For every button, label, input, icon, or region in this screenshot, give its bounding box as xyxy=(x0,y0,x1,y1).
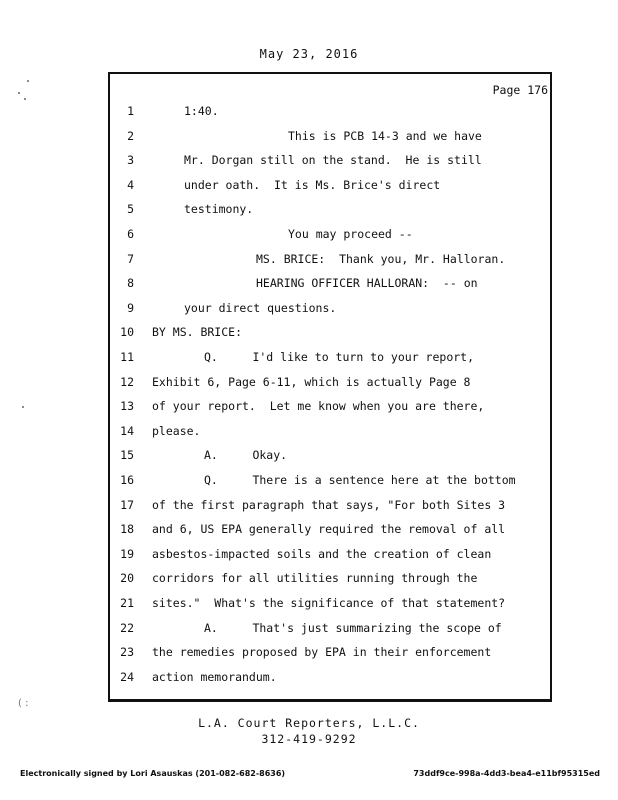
line-text: action memorandum. xyxy=(152,669,277,684)
line-text: A. That's just summarizing the scope of xyxy=(204,620,502,635)
line-text: of your report. Let me know when you are there, xyxy=(152,399,485,414)
line-text: corridors for all utilities running through the xyxy=(152,571,478,586)
transcript-line xyxy=(0,670,618,690)
transcript-line xyxy=(0,104,618,124)
electronic-signature: Electronically signed by Lori Asauskas (201-082-682-8636) xyxy=(20,769,286,778)
line-number: 14 xyxy=(120,423,134,438)
transcript-line xyxy=(0,227,618,247)
transcript-line xyxy=(0,448,618,468)
transcript-line xyxy=(0,645,618,665)
line-number: 3 xyxy=(127,153,134,168)
transcript-line xyxy=(0,375,618,395)
line-number: 20 xyxy=(120,571,134,586)
scan-speck xyxy=(24,98,26,100)
line-number: 4 xyxy=(127,177,134,192)
transcript-line xyxy=(0,621,618,641)
line-number: 8 xyxy=(127,276,134,291)
transcript-line xyxy=(0,522,618,542)
scan-speck xyxy=(27,80,29,82)
line-number: 2 xyxy=(127,128,134,143)
line-text: your direct questions. xyxy=(184,300,337,315)
line-number: 15 xyxy=(120,448,134,463)
transcript-line xyxy=(0,153,618,173)
line-number: 9 xyxy=(127,300,134,315)
line-text: asbestos-impacted soils and the creation of clean xyxy=(152,546,492,561)
line-text: You may proceed -- xyxy=(288,227,413,241)
line-number: 7 xyxy=(127,251,134,266)
line-text: Mr. Dorgan still on the stand. He is still xyxy=(184,153,482,168)
line-number: 24 xyxy=(120,669,134,684)
line-text: under oath. It is Ms. Brice's direct xyxy=(184,177,441,192)
line-number: 13 xyxy=(120,399,134,414)
line-number: 16 xyxy=(120,473,134,487)
transcript-line xyxy=(0,129,618,149)
court-reporter-name: L.A. Court Reporters, L.L.C. xyxy=(198,716,420,730)
document-id: 73ddf9ce-998a-4dd3-bea4-e11bf95315ed xyxy=(413,769,600,778)
line-text: A. Okay. xyxy=(204,448,288,463)
transcript-line xyxy=(0,547,618,567)
transcript-line xyxy=(0,498,618,518)
transcript-line xyxy=(0,571,618,591)
line-text: Q. There is a sentence here at the bottom xyxy=(204,473,516,487)
transcript-line xyxy=(0,424,618,444)
line-text: please. xyxy=(152,423,201,438)
line-text: 1:40. xyxy=(184,104,219,118)
line-number: 10 xyxy=(120,325,134,340)
transcript-line xyxy=(0,252,618,272)
scan-speck xyxy=(22,406,24,408)
line-number: 12 xyxy=(120,374,134,389)
line-text: MS. BRICE: Thank you, Mr. Halloran. xyxy=(256,251,506,266)
line-number: 1 xyxy=(127,104,134,118)
transcript-line xyxy=(0,178,618,198)
transcript-line xyxy=(0,325,618,345)
line-number: 11 xyxy=(120,350,134,364)
line-number: 6 xyxy=(127,227,134,241)
scan-speck xyxy=(18,92,20,94)
line-text: testimony. xyxy=(184,202,254,217)
line-text: HEARING OFFICER HALLORAN: -- on xyxy=(256,276,478,291)
line-text: Exhibit 6, Page 6-11, which is actually Page 8 xyxy=(152,374,471,389)
transcript-line xyxy=(0,202,618,222)
line-number: 17 xyxy=(120,497,134,512)
line-number: 22 xyxy=(120,620,134,635)
transcript-line xyxy=(0,276,618,296)
line-text: sites." What's the significance of that statement? xyxy=(152,596,506,610)
line-text: BY MS. BRICE: xyxy=(152,325,243,340)
line-text: This is PCB 14-3 and we have xyxy=(288,128,482,143)
line-text: of the first paragraph that says, "For both Sites 3 xyxy=(152,497,506,512)
line-text: and 6, US EPA generally required the removal of all xyxy=(152,522,506,537)
line-number: 23 xyxy=(120,645,134,660)
line-text: Q. I'd like to turn to your report, xyxy=(204,350,475,364)
transcript-date: May 23, 2016 xyxy=(259,47,359,61)
transcript-line xyxy=(0,473,618,493)
page-number: Page 176 xyxy=(492,83,548,97)
transcript-line xyxy=(0,399,618,419)
line-number: 18 xyxy=(120,522,134,537)
line-number: 5 xyxy=(127,202,134,217)
transcript-line xyxy=(0,350,618,370)
line-number: 19 xyxy=(120,546,134,561)
transcript-line xyxy=(0,596,618,616)
line-number: 21 xyxy=(120,596,134,610)
punch-hole-mark: ( : xyxy=(18,698,29,709)
transcript-line xyxy=(0,301,618,321)
line-text: the remedies proposed by EPA in their enforcement xyxy=(152,645,492,660)
court-reporter-phone: 312-419-9292 xyxy=(261,732,357,746)
